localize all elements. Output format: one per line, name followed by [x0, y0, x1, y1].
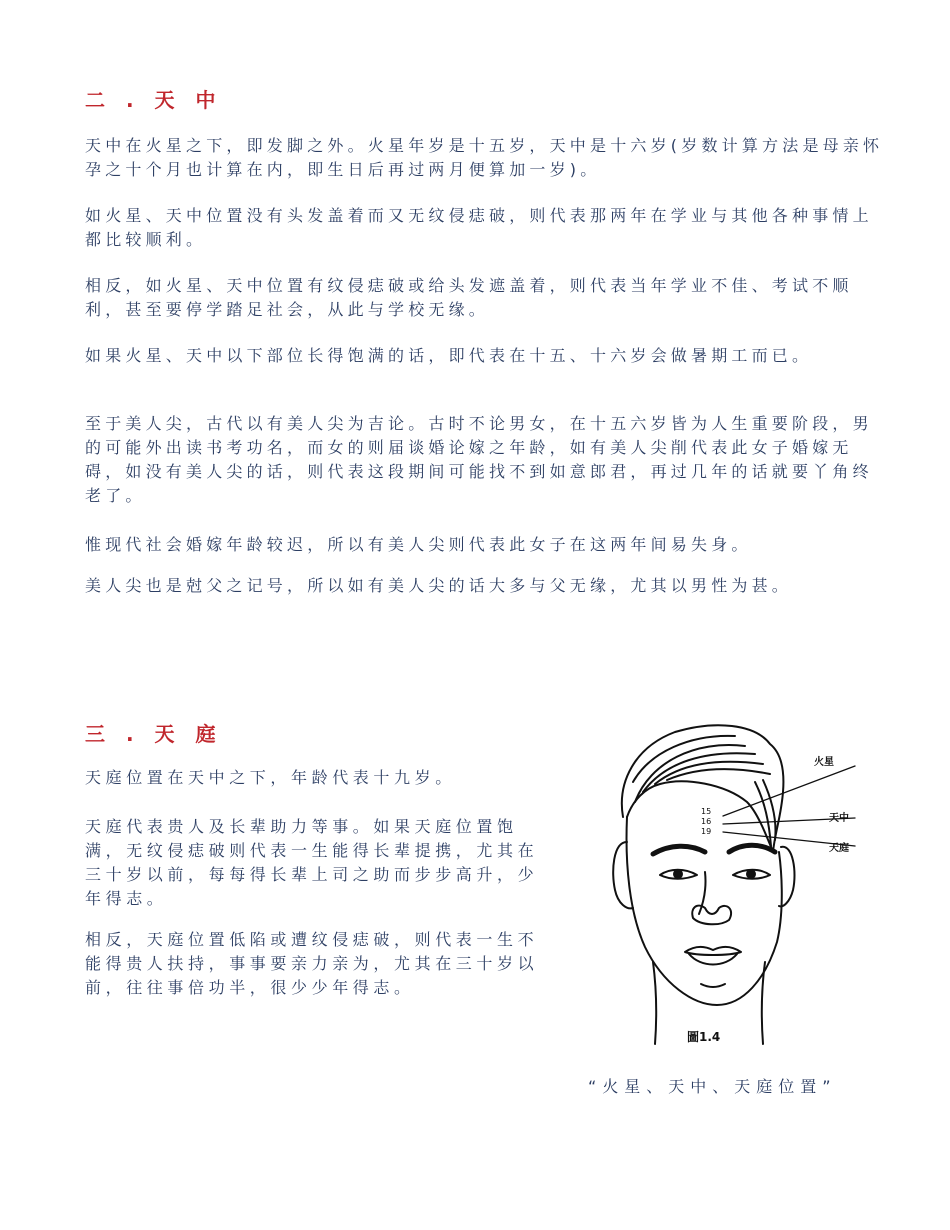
figure-caption: “火星、天中、天庭位置” [588, 1077, 837, 1096]
paragraph: 至于美人尖，古代以有美人尖为吉论。古时不论男女，在十五六岁皆为人生重要阶段，男的可能外出读书考功名，而女的则届谈婚论嫁之年龄，如有美人尖削代表此女子婚嫁无碍，如没有美人尖的话，则代表这段期间可能找不到如意郎君，再过几年的话就要丫角终老了。 [85, 414, 873, 505]
label-tianting: 天庭 [829, 843, 849, 854]
section-heading-tianzhong: 二 . 天 中 [85, 88, 223, 112]
paragraph: 如果火星、天中以下部位长得饱满的话，即代表在十五、十六岁会做暑期工而已。 [85, 346, 813, 365]
paragraph: 相反，天庭位置低陷或遭纹侵痣破，则代表一生不能得贵人扶持，事事要亲力亲为，尤其在三十岁以前，往往事倍功半，很少少年得志。 [85, 930, 539, 997]
paragraph: 惟现代社会婚嫁年龄较迟，所以有美人尖则代表此女子在这两年间易失身。 [85, 535, 752, 554]
paragraph: 如火星、天中位置没有头发盖着而又无纹侵痣破，则代表那两年在学业与其他各种事情上都比较顺利。 [85, 206, 873, 249]
age-19: 19 [701, 827, 712, 836]
paragraph: 天中在火星之下，即发脚之外。火星年岁是十五岁，天中是十六岁(岁数计算方法是母亲怀孕之十个月也计算在内，即生日后再过两月便算加一岁)。 [85, 136, 884, 179]
paragraph: 相反，如火星、天中位置有纹侵痣破或给头发遮盖着，则代表当年学业不佳、考试不顺利，甚至要停学踏足社会，从此与学校无缘。 [85, 276, 853, 319]
face-diagram-figure [605, 722, 875, 1047]
age-15: 15 [701, 807, 712, 816]
label-huoxing: 火星 [814, 757, 834, 768]
face-illustration [605, 722, 875, 1047]
paragraph: 美人尖也是尅父之记号，所以如有美人尖的话大多与父无缘，尤其以男性为甚。 [85, 576, 793, 595]
label-tianzhong: 天中 [829, 813, 849, 824]
age-16: 16 [701, 817, 712, 826]
figure-number: 圖1.4 [687, 1030, 721, 1044]
paragraph: 天庭代表贵人及长辈助力等事。如果天庭位置饱满，无纹侵痣破则代表一生能得长辈提携，尤其在三十岁以前，每每得长辈上司之助而步步高升，少年得志。 [85, 817, 539, 908]
paragraph: 天庭位置在天中之下，年龄代表十九岁。 [85, 768, 456, 787]
section-heading-tianting: 三 . 天 庭 [85, 722, 223, 746]
